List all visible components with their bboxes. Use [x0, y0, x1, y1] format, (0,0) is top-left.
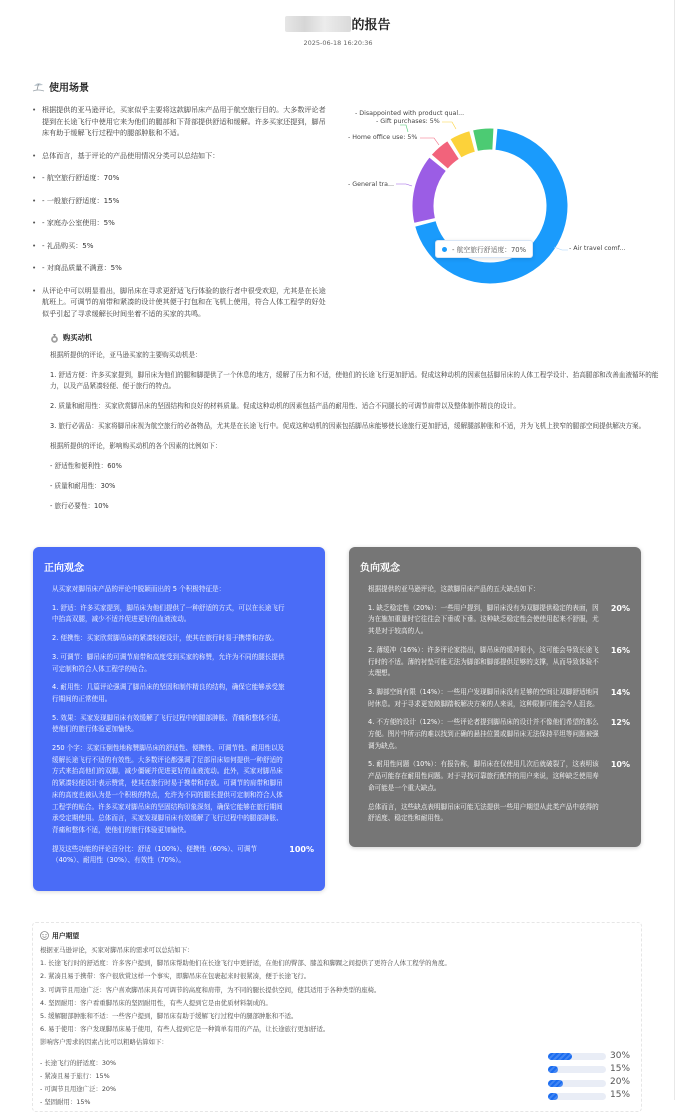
negative-paragraph: 总体而言，这些缺点表明脚吊床可能无法提供一些用户期望从此类产品中获得的舒适度、稳定性和耐用性。 — [368, 802, 599, 823]
purchase-motivation-title: 购买动机 — [63, 333, 93, 342]
usage-item: • 从评论中可以明显看出，脚吊床在寻求更舒适飞行体验的旅行者中很受欢迎，尤其是在长途航班上。可调节的肩带和紧凑的设计使其便于打包和在飞机上使用，符合人体工程学的好处似乎引起了寻求缓解长时间坐着不适的买家的共鸣。 — [32, 285, 328, 320]
usage-item: • - 家庭办公室使用：5% — [32, 217, 328, 229]
bar-label: - 坚固耐用：15% — [40, 1098, 91, 1107]
report-title: 的报告 — [351, 18, 391, 33]
motivation-paragraph: 1. 舒适方便：许多买家提到，脚吊床为他们的腿和脚提供了一个休息的地方，缓解了压力和不适，使他们的长途飞行更加舒适。促成这种动机的因素包括脚吊床的人体工程学设计、抬高腿部和改善血液循环的能力，以及产品紧凑轻便、便于旅行的特点。 — [50, 371, 659, 390]
positive-paragraph: 提及这些功能的评论百分比：舒适（100%）、便携性（60%）、可调节（40%）、耐用性（30%）、有效性（70%）。 100% — [52, 844, 314, 865]
bar-label: - 可调节且用途广泛：20% — [40, 1085, 117, 1093]
positive-sentiment-card — [33, 547, 325, 891]
chart-label-air-travel: - Air travel comf... — [569, 245, 626, 252]
negative-percent-badge: 10% — [610, 760, 630, 770]
expectation-bar-row — [40, 1063, 634, 1080]
bar-label: - 长途飞行的舒适度：30% — [40, 1058, 117, 1067]
negative-paragraph: 1. 缺乏稳定性（20%）：一些用户提到，脚吊床没有为双脚提供稳定的表面，因为在施加重量时它往往会下垂或下垂。这种缺乏稳定性会使使用起来不舒服，尤其是对于较高的人。 20% — [368, 603, 630, 636]
negative-card-title: 负向观念 — [360, 563, 400, 574]
usage-scenario-heading — [32, 79, 89, 94]
progress-bar-track — [548, 1066, 606, 1073]
positive-paragraph: 250 个字：买家压倒性地称赞脚吊床的舒适性、便携性、可调节性、耐用性以及缓解长途飞行不适的有效性。大多数评论都强调了足部吊床如何提供一种舒适的方式来抬高他们的双脚，减少僵硬并促进更好的血液流动。此外，买家对脚吊床的紧凑轻便设计表示赞赏，使其在旅行时易于携带和存放。可调节的肩带和脚吊床的高度也被认为是一个积极的特点，允许为不同的腿长提供可定制和符合人体工程学的贴合。许多买家对脚吊床的坚固结构印象深刻，确保它能够在旅行期间承受定期使用。总体而言，买家发现脚吊床有效缓解了飞行过程中的腿部肿胀、背痛和整体不适，使他们的旅行体验更加愉快。 — [52, 744, 285, 834]
expectation-line: 6. 易于使用：客户发现脚吊床易于使用，有些人提到它是一种简单有用的产品，让长途旅行更加舒适。 — [40, 1025, 330, 1034]
negative-percent-badge: 20% — [610, 603, 630, 613]
chart-label-gift: - Gift purchases: 5% — [376, 118, 440, 125]
bar-percent: 30% — [610, 1050, 631, 1061]
negative-percent-badge: 14% — [610, 687, 630, 697]
purchase-motivation-heading — [50, 333, 662, 343]
usage-item: • - 礼品购买：5% — [32, 240, 328, 252]
donut-slice[interactable] — [412, 157, 446, 223]
usage-item: • 总体而言，基于评论的产品使用情况分类可以总结如下： — [32, 150, 328, 162]
negative-percent-badge: 16% — [610, 645, 630, 655]
donut-slice[interactable] — [473, 128, 494, 151]
expectation-bar-row — [40, 1089, 634, 1107]
usage-item: • - 对商品质量不满意：5% — [32, 262, 328, 274]
positive-paragraph: 5. 效果：买家发现脚吊床有效缓解了飞行过程中的腿部肿胀、背痛和整体不适，使他们的旅行体验更加愉快。 — [52, 713, 285, 734]
progress-bar-fill — [548, 1093, 558, 1100]
tooltip-label: - 航空旅行舒适度：70% — [452, 246, 527, 254]
usage-scenario-list — [32, 104, 328, 330]
positive-paragraph: 从买家对脚吊床产品的评论中脱颖而出的 5 个积极特征是： — [52, 585, 226, 593]
report-header — [0, 14, 676, 47]
chart-label-general-travel: - General tra... — [348, 181, 395, 188]
redacted-product-name — [285, 16, 351, 32]
user-expectations-section — [32, 922, 642, 1112]
positive-paragraph: 1. 舒适：许多买家提到，脚吊床为他们提供了一种舒适的方式，可以在长途飞行中抬高双腿，减少不适并促进更好的血液流动。 — [52, 603, 285, 624]
expectation-bar-row — [40, 1050, 634, 1067]
tooltip-color-dot — [442, 247, 447, 252]
expectation-line: 3. 可调节且用途广泛：客户喜欢脚吊床具有可调节的高度和肩带，为不同的腿长提供空间，使其适用于各种类型的座椅。 — [40, 985, 381, 994]
chart-label-home-office: - Home office use: 5% — [348, 134, 418, 141]
expectation-line: 5. 缓解腿部肿胀和不适：一些客户提到，脚吊床有助于缓解飞行过程中的腿部肿胀和不适。 — [40, 1012, 298, 1021]
motivation-paragraph: - 质量和耐用性：30% — [50, 482, 116, 490]
motivation-paragraph: - 舒适性和便利性：60% — [50, 462, 122, 470]
negative-paragraph: 4. 不方便的设计（12%）：一些评论者提到脚吊床的设计并不像他们希望的那么方便。图片中所示的难以找到正确的悬挂位置或脚吊床无法保持平坦等问题被强调为缺点。 12% — [368, 718, 630, 750]
usage-donut-chart[interactable] — [340, 100, 676, 280]
progress-bar-track — [548, 1080, 606, 1087]
smiley-icon — [40, 931, 49, 940]
negative-percent-badge: 12% — [610, 718, 630, 728]
expectation-bar-row — [40, 1076, 634, 1093]
bar-label: - 紧凑且易于旅行：15% — [40, 1071, 110, 1080]
expectation-line: 影响客户需求的因素占比可以粗略估算如下： — [40, 1038, 168, 1047]
motivation-paragraph: - 旅行必要性：10% — [50, 502, 109, 510]
negative-paragraph: 5. 耐用性问题（10%）：有报告称，脚吊床在仅使用几次后就破裂了，这表明该产品可能存在耐用性问题。对于寻找可靠旅行配件的用户来说，这种缺乏使用寿命可能是一个重大缺点。 10% — [368, 760, 630, 792]
positive-paragraph: 2. 便携性：买家欣赏脚吊床的紧凑轻便设计，使其在旅行时易于携带和存放。 — [52, 634, 278, 643]
expectation-line: 2. 紧凑且易于携带：客户很欣赏这样一个事实，即脚吊床在包裹起来时很紧凑，便于长途飞行。 — [40, 972, 311, 981]
usage-scenario-title: 使用场景 — [49, 83, 89, 94]
negative-paragraph: 3. 脚部空间有限（14%）：一些用户发现脚吊床没有足够的空间让双脚舒适地同时休息。对于寻求更宽敞脚踏板解决方案的人来说，这种限制可能会令人沮丧。 14% — [368, 687, 630, 708]
user-expectations-title: 用户期望 — [52, 932, 80, 940]
bar-percent: 15% — [610, 1090, 631, 1101]
bar-percent: 20% — [610, 1077, 631, 1087]
expectation-line: 根据亚马逊评论，买家对脚吊床的需求可以总结如下： — [40, 946, 194, 954]
progress-bar-fill — [548, 1053, 572, 1060]
motivation-paragraph: 根据所提供的评论，亚马逊买家的主要购买动机是： — [50, 351, 202, 359]
positive-paragraph: 3. 可调节：脚吊床的可调节肩带和高度受到买家的称赞，允许为不同的腿长提供可定制和符合人体工程学的贴合。 — [52, 652, 285, 673]
positive-paragraph: 4. 耐用性：几篇评论强调了脚吊床的坚固和制作精良的结构，确保它能够承受旅行期间的正常使用。 — [52, 683, 285, 703]
beach-umbrella-icon — [32, 81, 45, 92]
purchase-motivation-section — [50, 333, 662, 521]
progress-bar-track — [548, 1093, 606, 1100]
motivation-paragraph: 3. 旅行必需品：买家将脚吊床视为航空旅行的必备物品，尤其是在长途飞行中。促成这种动机的因素包括脚吊床能够使长途旅行更加舒适，缓解腿部肿胀和不适，并为飞机上狭窄的腿部空间提供解决方案。 — [50, 422, 646, 430]
negative-paragraph: 根据提供的亚马逊评论，这款脚吊床产品的五大缺点如下： — [368, 585, 540, 593]
usage-item: • - 一般旅行舒适度：15% — [32, 195, 328, 207]
motivation-paragraph: 根据所提供的评论，影响购买动机的各个因素的比例如下： — [50, 442, 222, 450]
progress-bar-fill — [548, 1080, 563, 1087]
chart-label-disappointed: - Disappointed with product qual... — [355, 110, 465, 117]
expectation-line: 1. 长途飞行时的舒适度：许多客户提到，脚吊床帮助他们在长途飞行中更舒适，在他们的臀部、膝盖和脚踝之间提供了更符合人体工程学的角度。 — [40, 959, 451, 968]
positive-card-title: 正向观念 — [44, 563, 84, 574]
usage-item: • - 航空旅行舒适度：70% — [32, 172, 328, 184]
chart-tooltip — [435, 240, 533, 258]
user-expectations-heading — [40, 930, 634, 940]
negative-sentiment-card — [349, 547, 641, 847]
money-bag-icon — [50, 333, 59, 343]
expectation-line: 4. 坚固耐用：客户看重脚吊床的坚固耐用性，有些人提到它是由优质材料制成的。 — [40, 998, 272, 1007]
usage-item: • 根据提供的亚马逊评论，买家似乎主要将这款脚吊床产品用于航空旅行目的。大多数评论者提到在长途飞行中使用它来为他们的腿部和下背部提供舒适和缓解。许多买家还提到，脚吊床有助于缓解飞行过程中的腿部肿胀和不适。 — [32, 104, 328, 139]
positive-percent-badge: 100% — [289, 844, 314, 854]
report-datetime: 2025-06-18 16:20:36 — [303, 38, 373, 47]
bar-percent: 15% — [610, 1063, 631, 1074]
progress-bar-fill — [548, 1066, 558, 1073]
progress-bar-track — [548, 1053, 606, 1060]
negative-paragraph: 2. 薄缓冲（16%）：许多评论家指出，脚吊床的缓冲很小，这可能会导致长途飞行时的不适。薄的衬垫可能无法为脚部和脚部提供足够的支撑，从而导致体验不太理想。 16% — [368, 645, 630, 678]
motivation-paragraph: 2. 质量和耐用性：买家欣赏脚吊床的坚固结构和良好的材料质量。促成这种动机的因素包括产品的耐用性、适合不同腿长的可调节肩带以及整体制作精良的设计。 — [50, 402, 520, 410]
